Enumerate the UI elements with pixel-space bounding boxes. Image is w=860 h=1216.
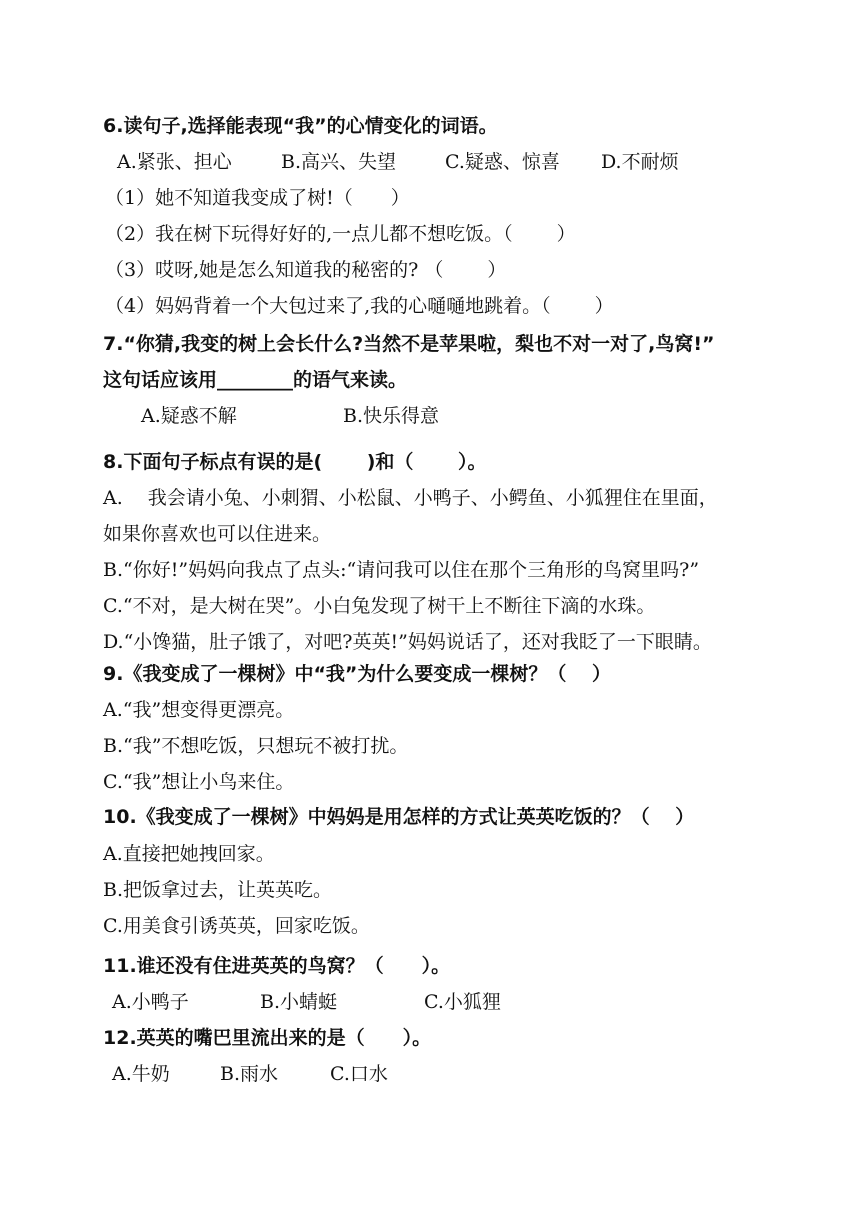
q6-title: 6.读句子,选择能表现“我”的心情变化的词语。 (103, 115, 498, 137)
q6-option-b: B.高兴、失望 (281, 151, 397, 173)
q12-title: 12.英英的嘴巴里流出来的是（ ）。 (103, 1027, 432, 1049)
q6-item-2: （2）我在树下玩得好好的,一点儿都不想吃饭。（ ） (105, 223, 576, 245)
q12-option-c: C.口水 (330, 1063, 388, 1085)
q11-option-c: C.小狐狸 (424, 991, 501, 1013)
q10-option-c: C.用美食引诱英英，回家吃饭。 (103, 915, 370, 937)
q10-option-b: B.把饭拿过去，让英英吃。 (103, 879, 333, 901)
q9-option-a: A.“我”想变得更漂亮。 (103, 699, 295, 721)
q8-option-a-line2: 如果你喜欢也可以住进来。 (103, 523, 332, 545)
q6-item-1: （1）她不知道我变成了树!（ ） (105, 187, 410, 209)
q6-item-3: （3）哎呀,她是怎么知道我的秘密的? （ ） (105, 259, 507, 281)
q8-option-d: D.“小馋猫，肚子饿了，对吧?英英!”妈妈说话了，还对我眨了一下眼睛。 (103, 631, 712, 653)
q6-option-d: D.不耐烦 (601, 151, 679, 173)
q9-option-c: C.“我”想让小鸟来住。 (103, 771, 295, 793)
q7-option-a: A.疑惑不解 (141, 405, 237, 427)
q11-title: 11.谁还没有住进英英的鸟窝？（ ）。 (103, 955, 451, 977)
q8-option-b: B.“你好!”妈妈向我点了点头:“请问我可以住在那个三角形的鸟窝里吗?” (103, 559, 700, 581)
q10-option-a: A.直接把她拽回家。 (103, 843, 275, 865)
q9-title: 9.《我变成了一棵树》中“我”为什么要变成一棵树？（ ） (103, 663, 612, 685)
q12-option-a: A.牛奶 (112, 1063, 170, 1085)
q6-options (117, 150, 679, 174)
q7-title-line2: 这句话应该用________的语气来读。 (103, 369, 408, 391)
q10-title: 10.《我变成了一棵树》中妈妈是用怎样的方式让英英吃饭的？（ ） (103, 806, 695, 828)
q6-option-a: A.紧张、担心 (117, 151, 232, 173)
q12-options (112, 1062, 388, 1086)
q7-option-b: B.快乐得意 (343, 405, 440, 427)
q7-title-line1: 7.“你猜,我变的树上会长什么?当然不是苹果啦，梨也不对一对了,鸟窝!” (103, 333, 715, 355)
q9-option-b: B.“我”不想吃饭，只想玩不被打扰。 (103, 735, 409, 757)
q7-options (141, 404, 439, 428)
q12-option-b: B.雨水 (220, 1063, 279, 1085)
q11-options (112, 990, 501, 1014)
q8-title: 8.下面句子标点有误的是( )和（ ）。 (103, 451, 487, 473)
q8-option-a-line1: A. 我会请小兔、小刺猬、小松鼠、小鸭子、小鳄鱼、小狐狸住在里面， (103, 487, 718, 509)
q6-item-4: （4）妈妈背着一个大包过来了,我的心嗵嗵地跳着。（ ） (105, 295, 614, 317)
q8-option-c: C.“不对，是大树在哭”。小白兔发现了树干上不断往下滴的水珠。 (103, 595, 656, 617)
q6-option-c: C.疑惑、惊喜 (445, 151, 560, 173)
q11-option-a: A.小鸭子 (112, 991, 189, 1013)
q11-option-b: B.小蜻蜓 (260, 991, 338, 1013)
